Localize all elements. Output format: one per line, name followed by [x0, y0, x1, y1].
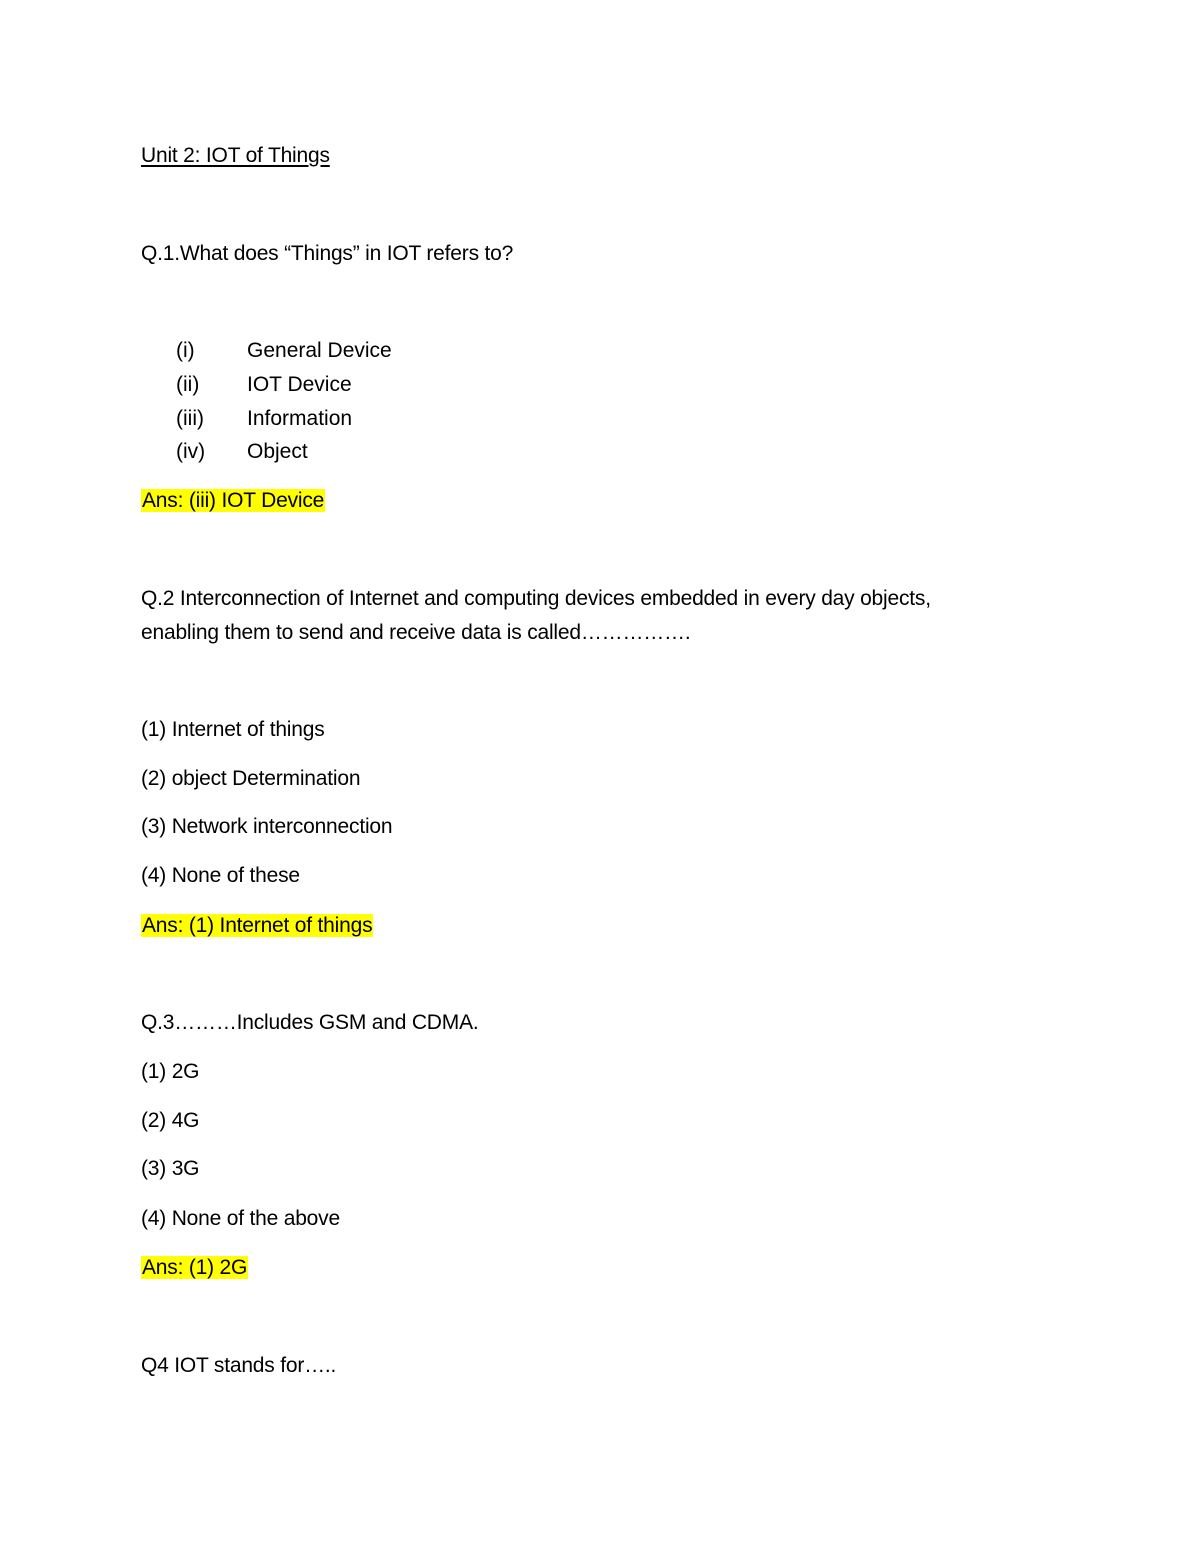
document-title: Unit 2: IOT of Things — [141, 144, 330, 167]
option-text: Object — [247, 440, 308, 463]
option-number: (iv) — [176, 440, 206, 463]
question-1-text: Q.1.What does “Things” in IOT refers to? — [141, 242, 514, 265]
question-3-option-1: (1) 2G — [141, 1060, 200, 1083]
question-3-answer — [141, 1254, 248, 1282]
answer-highlight: Ans: (iii) IOT Device — [142, 489, 325, 512]
option-text: General Device — [247, 339, 392, 362]
option-number: (iii) — [176, 407, 204, 430]
option-text: IOT Device — [247, 373, 352, 396]
question-2-answer — [141, 912, 373, 940]
answer-highlight: Ans: (1) 2G — [142, 1256, 248, 1279]
option-number: (i) — [176, 339, 195, 362]
question-2-option-4: (4) None of these — [141, 864, 300, 887]
question-2-option-3: (3) Network interconnection — [141, 815, 393, 838]
question-3-option-4: (4) None of the above — [141, 1207, 340, 1230]
question-1-answer — [141, 487, 325, 515]
option-number: (ii) — [176, 373, 200, 396]
question-3-text: Q.3………Includes GSM and CDMA. — [141, 1011, 479, 1034]
question-2-text-line-2: enabling them to send and receive data is called……………. — [141, 621, 691, 644]
question-3-option-3: (3) 3G — [141, 1157, 200, 1180]
question-2-option-1: (1) Internet of things — [141, 718, 325, 741]
option-text: Information — [247, 407, 353, 430]
answer-highlight: Ans: (1) Internet of things — [142, 914, 373, 937]
question-2-option-2: (2) object Determination — [141, 767, 361, 790]
question-3-option-2: (2) 4G — [141, 1109, 200, 1132]
question-2-text-line-1: Q.2 Interconnection of Internet and computing devices embedded in every day objects, — [141, 587, 931, 610]
question-4-text: Q4 IOT stands for….. — [141, 1354, 337, 1377]
